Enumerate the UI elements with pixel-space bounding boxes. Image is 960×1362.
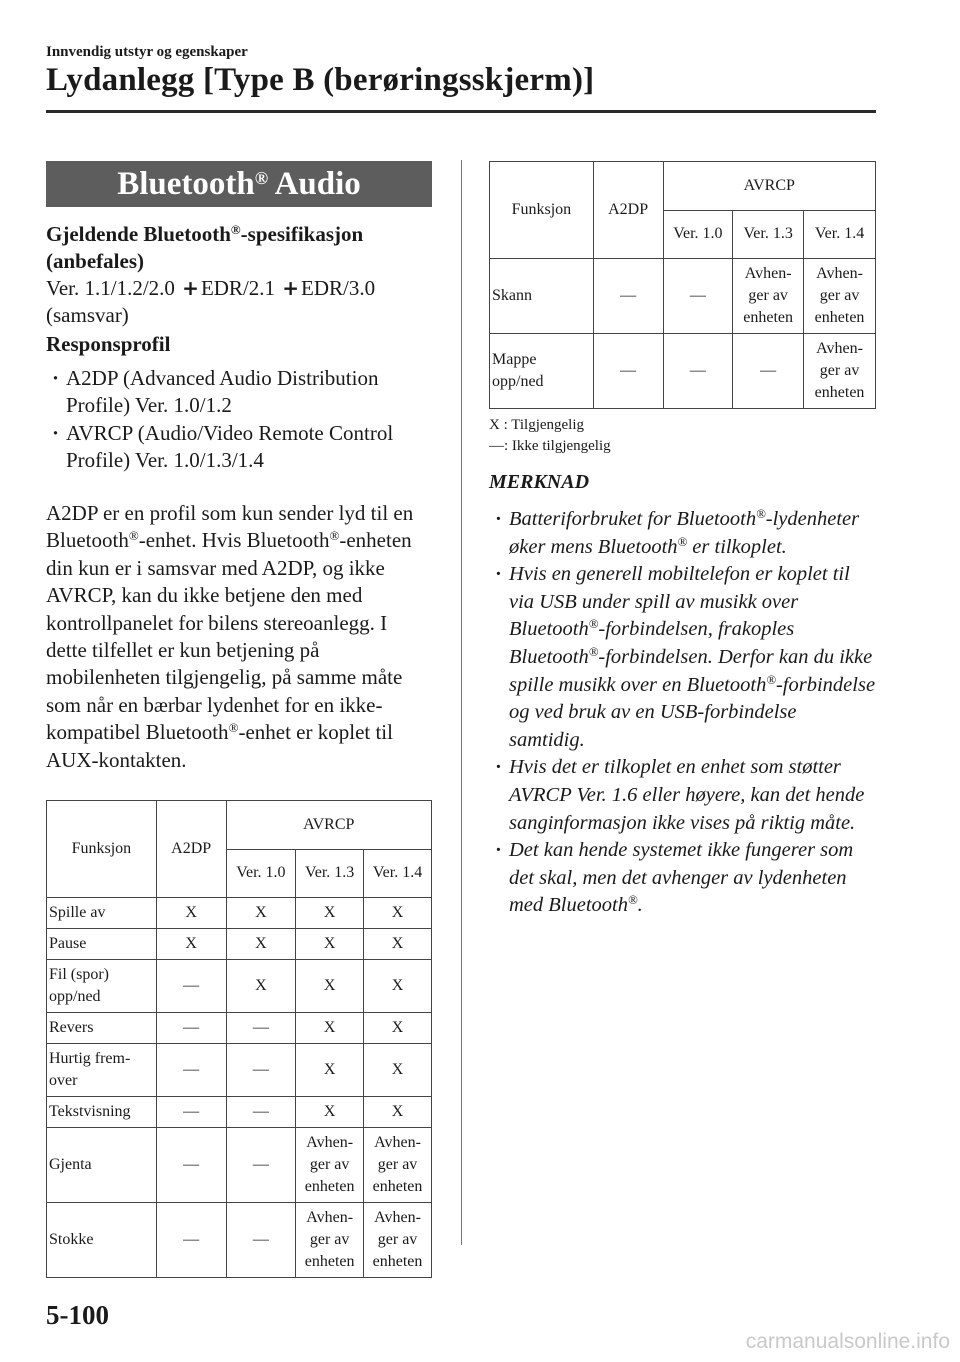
banner-tail: Audio [268, 166, 361, 202]
note-list [489, 506, 876, 920]
cell-a2dp: — [156, 960, 226, 1013]
cell-ver14: X [364, 1097, 432, 1128]
table-row [47, 929, 432, 960]
cell-ver10: — [226, 1097, 296, 1128]
header-avrcp: AVRCP [663, 162, 875, 211]
spec-versions [46, 275, 432, 302]
header-a2dp: A2DP [593, 162, 663, 259]
note-text: -forbindelse og ved bruk av en USB-forbindelse samtidig. [509, 673, 876, 751]
cell-ver10: X [226, 929, 296, 960]
note-text: -lydenheter øker mens Bluetooth [509, 508, 860, 558]
note-text: Batteriforbruket for Bluetooth [509, 508, 757, 530]
table-row [490, 259, 876, 334]
table-row [47, 1128, 432, 1203]
cell-ver13: X [296, 1044, 364, 1097]
table-header-row [47, 801, 432, 850]
header-ver13: Ver. 1.3 [296, 849, 364, 898]
spec-v3: EDR/3.0 [301, 276, 376, 300]
cell-ver14: Avhen-ger av enheten [364, 1128, 432, 1203]
spec-v1: Ver. 1.1/1.2/2.0 [46, 276, 181, 300]
cell-ver14: X [364, 960, 432, 1013]
list-item [489, 561, 876, 754]
legend-unavailable: —: Ikke tilgjengelig [489, 438, 611, 454]
reg-mark: ® [756, 507, 766, 522]
reg-mark: ® [230, 221, 241, 237]
list-item: · AVRCP (Audio/Video Remote Control Profile) Ver. 1.0/1.3/1.4 [46, 420, 432, 474]
cell-function: Pause [47, 929, 157, 960]
table-row [47, 1203, 432, 1278]
watermark: carmanualsonline.info [745, 1330, 950, 1353]
page-number: 5-100 [46, 1300, 109, 1330]
header-ver14: Ver. 1.4 [364, 849, 432, 898]
note-text: -forbindelsen, frakoples Bluetooth [509, 618, 795, 668]
list-item: · A2DP (Advanced Audio Distribution Profile) Ver. 1.0/1.2 [46, 365, 432, 419]
legend-available: X : Tilgjengelig [489, 417, 585, 433]
cell-ver13: Avhen-ger av enheten [296, 1203, 364, 1278]
body-paragraph [46, 500, 432, 774]
table-row [490, 334, 876, 409]
note-text: Hvis en generell mobiltelefon er koplet til via USB under spill av musikk over Bluetooth [509, 563, 850, 641]
cell-function: Fil (spor) opp/ned [47, 960, 157, 1013]
note-text: er tilkoplet. [687, 535, 787, 558]
cell-ver13: X [296, 1097, 364, 1128]
cell-ver10: X [226, 960, 296, 1013]
note-text: -forbindelsen. Derfor kan du ikke spille musikk over en Bluetooth [509, 645, 873, 696]
cell-ver14: Avhen-ger av enheten [804, 259, 876, 334]
banner-mark: ® [254, 168, 269, 189]
cell-ver10: X [226, 898, 296, 929]
cell-a2dp: — [593, 334, 663, 409]
cell-a2dp: X [156, 929, 226, 960]
cell-function: Spille av [47, 898, 157, 929]
note-text: Det kan hende systemet ikke fungerer som det skal, men det avhenger av lydenheten med Bluetooth [509, 839, 854, 917]
cell-function: Skann [490, 259, 594, 334]
cell-ver14: X [364, 1013, 432, 1044]
header-ver10: Ver. 1.0 [663, 210, 733, 259]
cell-ver13: Avhen-ger av enheten [296, 1128, 364, 1203]
cell-a2dp: — [593, 259, 663, 334]
cell-ver13: Avhen-ger av enheten [733, 259, 804, 334]
cell-ver10: — [226, 1128, 296, 1203]
page-title: Lydanlegg [Type B (berøringsskjerm)] [46, 62, 595, 98]
left-column [46, 161, 432, 1278]
table-legend [489, 415, 876, 457]
cell-ver13: X [296, 1013, 364, 1044]
table-row [47, 1097, 432, 1128]
cell-ver10: — [663, 259, 733, 334]
table-row [47, 1044, 432, 1097]
cell-ver10: — [226, 1203, 296, 1278]
profile-list [46, 365, 432, 474]
header-ver14: Ver. 1.4 [804, 210, 876, 259]
table-row [47, 1013, 432, 1044]
column-divider [461, 160, 462, 1245]
cell-ver14: Avhen-ger av enheten [804, 334, 876, 409]
cell-ver14: X [364, 898, 432, 929]
cell-ver10: — [226, 1044, 296, 1097]
body-p4: -enhet er koplet til AUX-kontakten. [46, 720, 393, 772]
header-a2dp: A2DP [156, 801, 226, 898]
cell-ver10: — [663, 334, 733, 409]
header-funksjon: Funksjon [47, 801, 157, 898]
plus-icon: + [282, 276, 300, 300]
list-item: · Hvis det er tilkoplet en enhet som støtter AVRCP Ver. 1.6 eller høyere, kan det hende sanginformasjon ikke vises på riktig måte. [489, 754, 876, 837]
table-row [47, 960, 432, 1013]
profile-heading: Responsprofil [46, 332, 171, 356]
section-banner [46, 161, 432, 207]
note-heading: MERKNAD [489, 471, 590, 493]
section-label: Innvendig utstyr og egenskaper [46, 44, 248, 60]
function-table-left [46, 800, 432, 1278]
cell-a2dp: — [156, 1097, 226, 1128]
cell-ver13: — [733, 334, 804, 409]
cell-a2dp: — [156, 1203, 226, 1278]
spec-heading [46, 221, 432, 275]
cell-ver13: X [296, 960, 364, 1013]
list-item [489, 506, 876, 561]
header-ver10: Ver. 1.0 [226, 849, 296, 898]
cell-a2dp: X [156, 898, 226, 929]
header-avrcp: AVRCP [226, 801, 431, 850]
spec-v2: EDR/2.1 [200, 276, 281, 300]
cell-function: Gjenta [47, 1128, 157, 1203]
cell-ver14: X [364, 1044, 432, 1097]
reg-mark: ® [329, 528, 340, 544]
header-funksjon: Funksjon [490, 162, 594, 259]
table-row [47, 898, 432, 929]
header-rule [46, 110, 876, 113]
cell-a2dp: — [156, 1128, 226, 1203]
body-p1: A2DP er en profil som kun sender lyd til en Bluetooth [46, 501, 414, 553]
list-item [489, 837, 876, 920]
cell-function: Hurtig frem-over [47, 1044, 157, 1097]
reg-mark: ® [588, 617, 599, 632]
cell-function: Revers [47, 1013, 157, 1044]
function-table-right [489, 161, 876, 409]
body-p3: -enheten din kun er i samsvar med A2DP, og ikke AVRCP, kan du ikke betjene den med kontrollpanelet for bilens stereoanlegg. I dette tilfellet er kun betjening på mobilenheten tilgjengelig, på samme måte som når en bærbar lydenhet for en ikke-kompatibel Bluetooth [46, 528, 412, 745]
reg-mark: ® [677, 534, 688, 549]
cell-ver10: — [226, 1013, 296, 1044]
reg-mark: ® [628, 893, 638, 908]
cell-a2dp: — [156, 1013, 226, 1044]
spec-compliance: (samsvar) [46, 303, 129, 327]
spec-heading-a: Gjeldende Bluetooth [46, 222, 231, 246]
cell-function: Stokke [47, 1203, 157, 1278]
cell-ver13: X [296, 898, 364, 929]
note-text: . [637, 894, 643, 917]
banner-word: Bluetooth [117, 166, 255, 202]
reg-mark: ® [766, 672, 776, 687]
cell-ver14: X [364, 929, 432, 960]
header-ver13: Ver. 1.3 [733, 210, 804, 259]
cell-a2dp: — [156, 1044, 226, 1097]
cell-ver13: X [296, 929, 364, 960]
cell-function: Mappe opp/ned [490, 334, 594, 409]
plus-icon: + [182, 276, 199, 300]
table-header-row [490, 162, 876, 211]
body-p2: -enhet. Hvis Bluetooth [138, 528, 330, 553]
spec-heading-b: -spesifikasjon (anbefales) [46, 222, 364, 273]
reg-mark: ® [588, 644, 599, 659]
cell-ver14: Avhen-ger av enheten [364, 1203, 432, 1278]
right-column [489, 161, 876, 920]
reg-mark: ® [228, 720, 239, 736]
cell-function: Tekstvisning [47, 1097, 157, 1128]
reg-mark: ® [128, 528, 139, 544]
